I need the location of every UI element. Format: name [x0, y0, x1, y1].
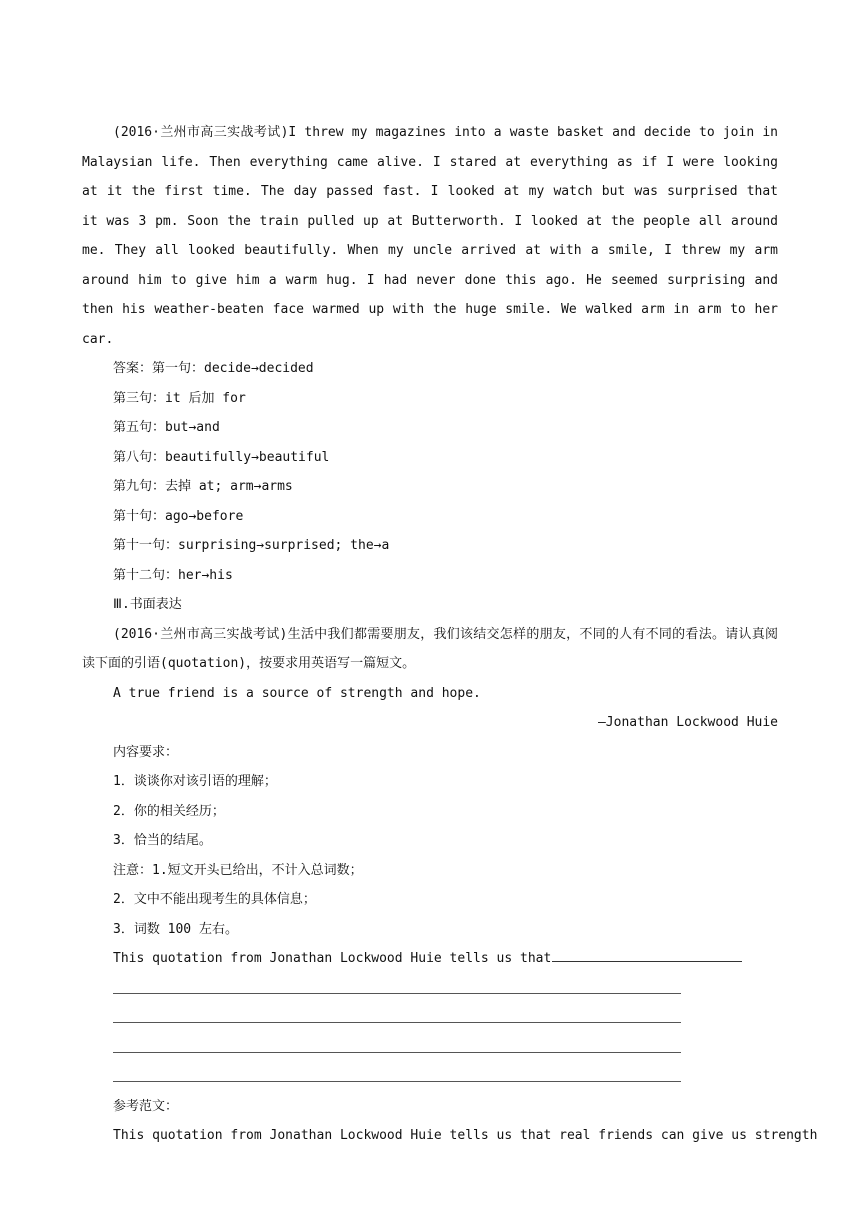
- section-heading: Ⅲ.书面表达: [113, 597, 182, 612]
- blank-rule: [113, 1081, 681, 1082]
- answer-start-text: This quotation from Jonathan Lockwood Huie tells us that: [113, 951, 552, 966]
- answer-line-6: 第十句：ago→before: [113, 508, 244, 524]
- quotation-text: A true friend is a source of strength and hope.: [113, 685, 481, 701]
- quotation-author: —Jonathan Lockwood Huie: [597, 715, 778, 730]
- answer-line-4: 第八句：beautifully→beautiful: [113, 449, 330, 465]
- note-item-3: 3．词数 100 左右。: [113, 921, 238, 937]
- writing-prompt: (2016·兰州市高三实战考试)生活中我们都需要朋友，我们该结交怎样的朋友，不同的人有不同的看法。请认真阅读下面的引语(quotation)，按要求用英语写一篇短文。: [82, 626, 778, 671]
- answer-blank-line-4[interactable]: [82, 1062, 778, 1092]
- answer-list: [82, 354, 778, 590]
- reference-text: This quotation from Jonathan Lockwood Huie tells us that real friends can give us strength: [113, 1128, 818, 1143]
- requirement-item-3: 3．恰当的结尾。: [113, 833, 212, 848]
- answer-blank-line-3[interactable]: [82, 1033, 778, 1063]
- answer-blank-inline[interactable]: [552, 947, 742, 962]
- note-item-1: 注意：1.短文开头已给出，不计入总词数；: [113, 862, 363, 878]
- answer-line-3: 第五句：but→and: [113, 420, 220, 435]
- note-item-2: 2．文中不能出现考生的具体信息；: [113, 892, 316, 907]
- blank-rule: [113, 993, 681, 994]
- document-page: [82, 118, 818, 1151]
- blank-rule: [113, 1052, 681, 1053]
- answer-line-7: 第十一句：surprising→surprised; the→a: [113, 538, 390, 553]
- requirement-item-1: 1．谈谈你对该引语的理解；: [113, 774, 277, 789]
- reference-heading: 参考范文：: [113, 1098, 179, 1114]
- answer-line-8: 第十二句：her→his: [113, 567, 233, 583]
- requirement-item-2: 2．你的相关经历；: [113, 803, 225, 819]
- content-requirements-heading: 内容要求：: [113, 744, 179, 760]
- answer-blank-line-1[interactable]: [82, 974, 778, 1004]
- error-correction-passage: (2016·兰州市高三实战考试)I threw my magazines into a waste basket and decide to join in Malaysian life. Then everything came alive. I stared at everything as if I were looking at it the first time. The day passed fast. I looked at my watch but was surprised that it was 3 pm. Soon the train pulled up at Butterworth. I looked at the people all around me. They all looked beautifully. When my uncle arrived at with a smile, I threw my arm around him to give him a warm hug. I had never done this ago. He seemed surprising and then his weather-beaten face warmed up with the huge smile. We walked arm in arm to her car.: [82, 125, 778, 347]
- answer-line-2: 第三句：it 后加 for: [113, 390, 246, 406]
- blank-rule: [113, 1022, 681, 1023]
- answer-blank-line-2[interactable]: [82, 1003, 778, 1033]
- answer-line-1: 答案：第一句：decide→decided: [113, 361, 314, 376]
- answer-line-5: 第九句：去掉 at; arm→arms: [113, 479, 293, 494]
- answer-start-line: [82, 944, 778, 974]
